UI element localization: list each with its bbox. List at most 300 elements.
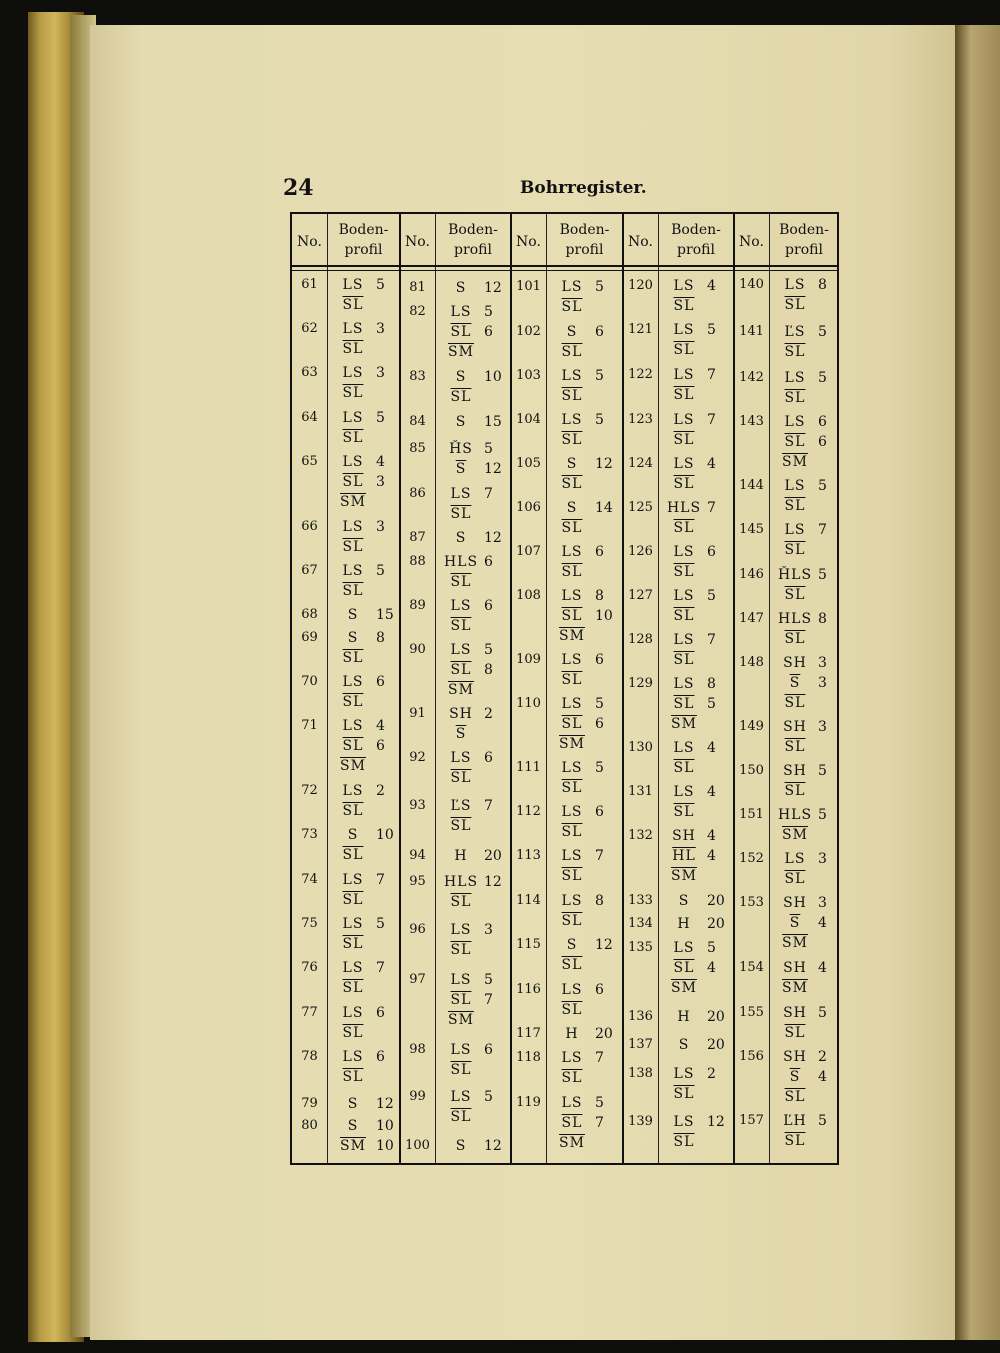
layer-depth: 7: [484, 992, 493, 1008]
profile-layer: [552, 498, 613, 518]
layer-depth: 3: [818, 655, 827, 671]
boring-number: 130: [628, 740, 653, 755]
layer-depth: 10: [484, 369, 502, 385]
layer-depth: 6: [484, 750, 493, 766]
soil-code: LS: [450, 1089, 472, 1105]
soil-code: $\overline{SM}$: [559, 628, 585, 644]
soil-code: LS: [561, 279, 583, 295]
layer-depth: 7: [595, 848, 604, 864]
profile-layer: [775, 1131, 827, 1151]
profile-layer: [552, 342, 604, 362]
boring-number: 86: [409, 486, 426, 501]
profile-layer: [441, 990, 493, 1010]
boring-number: 120: [628, 278, 653, 293]
layer-depth: 20: [707, 1037, 725, 1053]
profile-layer: [333, 363, 385, 383]
profile-layer: [775, 849, 827, 869]
layer-depth: 5: [818, 478, 827, 494]
header-bodenprofil: Boden- profil: [448, 222, 498, 258]
boring-number: 115: [516, 937, 541, 952]
header-no: No.: [628, 234, 653, 250]
layer-depth: 3: [376, 474, 385, 490]
layer-depth: 6: [484, 598, 493, 614]
soil-profile: [333, 716, 385, 776]
soil-code: $\overline{S}$: [455, 726, 467, 742]
soil-code: LS: [673, 367, 695, 383]
layer-depth: 7: [595, 1050, 604, 1066]
profile-layer: [441, 484, 493, 504]
profile-layer: [333, 452, 385, 472]
boring-number: 90: [409, 642, 426, 657]
boring-number: 146: [739, 567, 764, 582]
profile-layer: [333, 561, 385, 581]
layer-depth: 5: [818, 763, 827, 779]
profile-layer: [441, 616, 493, 636]
soil-code: LS: [784, 522, 806, 538]
profile-layer: [441, 278, 502, 298]
layer-depth: 5: [595, 696, 604, 712]
soil-code: S: [455, 280, 467, 296]
soil-profile: [333, 561, 385, 601]
soil-code: $\overline{SL}$: [561, 672, 583, 688]
soil-code: $\overline{SL}$: [342, 694, 364, 710]
layer-depth: 6: [818, 434, 827, 450]
profile-layer: [552, 606, 613, 626]
layer-depth: 4: [707, 278, 716, 294]
soil-code: $\overline{SL}$: [561, 1002, 583, 1018]
boring-number: 81: [409, 280, 426, 295]
soil-code: $\overline{SL}$: [561, 1115, 583, 1131]
profile-layer: [775, 1003, 827, 1023]
layer-depth: 6: [595, 544, 604, 560]
soil-code: LS: [673, 278, 695, 294]
soil-code: SH: [783, 895, 807, 911]
layer-depth: 12: [484, 1138, 502, 1154]
soil-code: $\overline{SL}$: [561, 1070, 583, 1086]
layer-depth: 4: [376, 454, 385, 470]
soil-profile: [333, 452, 385, 512]
layer-depth: 3: [818, 895, 827, 911]
soil-code: $\overline{S}$: [455, 461, 467, 477]
profile-layer: [775, 342, 827, 362]
layer-depth: 8: [484, 662, 493, 678]
running-title: Bohrregister.: [520, 178, 647, 198]
profile-layer: [775, 322, 827, 342]
soil-profile: [552, 277, 604, 317]
profile-layer: [333, 781, 385, 801]
soil-profile: [333, 825, 394, 865]
profile-layer: [775, 585, 827, 605]
boring-number: 151: [739, 807, 764, 822]
boring-number: 124: [628, 456, 653, 471]
no-column-divider: [658, 214, 659, 1163]
profile-layer: [664, 674, 716, 694]
soil-code: LS: [342, 960, 364, 976]
soil-profile: [441, 278, 502, 298]
profile-layer: [552, 891, 604, 911]
layer-depth: 5: [376, 916, 385, 932]
layer-depth: 12: [484, 530, 502, 546]
profile-layer: [775, 737, 827, 757]
layer-depth: 3: [818, 851, 827, 867]
soil-code: $\overline{SL}$: [342, 847, 364, 863]
profile-layer: [333, 319, 385, 339]
profile-layer: [333, 845, 394, 865]
profile-layer: [552, 454, 613, 474]
profile-layer: [441, 970, 493, 990]
soil-code: $\overline{SL}$: [342, 892, 364, 908]
boring-number: 128: [628, 632, 653, 647]
soil-code: LS: [673, 1066, 695, 1082]
profile-layer: [333, 408, 385, 428]
soil-code: LS: [673, 1114, 695, 1130]
soil-code: SH: [449, 706, 473, 722]
layer-depth: 7: [484, 798, 493, 814]
boring-number: 135: [628, 940, 653, 955]
boring-number: 102: [516, 324, 541, 339]
soil-code: $\overline{SL}$: [784, 871, 806, 887]
soil-code: LS: [450, 922, 472, 938]
profile-layer: [441, 1060, 493, 1080]
boring-number: 111: [516, 760, 541, 775]
layer-depth: 3: [484, 922, 493, 938]
page-number: 24: [283, 175, 314, 201]
profile-layer: [441, 1107, 493, 1127]
layer-depth: 5: [707, 696, 716, 712]
boring-number: 91: [409, 706, 426, 721]
soil-profile: [441, 796, 493, 836]
profile-layer: [441, 387, 502, 407]
soil-profile: [441, 1136, 502, 1156]
profile-layer: [441, 504, 493, 524]
soil-code: $\overline{SL}$: [342, 385, 364, 401]
soil-profile: [552, 758, 604, 798]
soil-code: $\overline{SL}$: [784, 1025, 806, 1041]
soil-code: $\overline{SL}$: [784, 739, 806, 755]
soil-code: LS: [561, 848, 583, 864]
soil-code: $\overline{SL}$: [673, 432, 695, 448]
soil-code: $\overline{SL}$: [342, 297, 364, 313]
soil-code: $\overline{SL}$: [784, 498, 806, 514]
soil-code: LS: [450, 486, 472, 502]
profile-layer: [775, 496, 827, 516]
boring-number: 138: [628, 1066, 653, 1081]
profile-layer: [552, 586, 613, 606]
profile-layer: [552, 1068, 604, 1088]
boring-number: 150: [739, 763, 764, 778]
header-rule-thin: [292, 270, 837, 271]
profile-layer: [775, 275, 827, 295]
soil-profile: [664, 826, 716, 886]
profile-layer: [775, 388, 827, 408]
soil-code: $\overline{S}$: [789, 915, 801, 931]
boring-number: 99: [409, 1089, 426, 1104]
soil-profile: [775, 520, 827, 560]
soil-code: LS: [450, 642, 472, 658]
profile-layer: [664, 498, 716, 518]
soil-code: $\overline{SM}$: [671, 716, 697, 732]
profile-layer: [775, 1087, 827, 1107]
soil-code: LS: [673, 940, 695, 956]
boring-number: 93: [409, 798, 426, 813]
profile-layer: [664, 276, 716, 296]
soil-code: HLS: [777, 611, 813, 627]
profile-layer: [441, 816, 493, 836]
soil-profile: [333, 870, 385, 910]
boring-number: 154: [739, 960, 764, 975]
layer-depth: 3: [818, 675, 827, 691]
soil-code: $\overline{SL}$: [673, 1086, 695, 1102]
boring-number: 100: [405, 1138, 430, 1153]
profile-layer: [333, 1023, 385, 1043]
soil-code: ĽS: [450, 798, 472, 814]
soil-profile: [552, 846, 604, 886]
soil-code: LS: [450, 750, 472, 766]
soil-code: $\overline{S}$: [789, 675, 801, 691]
soil-code: $\overline{SL}$: [342, 583, 364, 599]
boring-number: 95: [409, 874, 426, 889]
soil-code: LS: [784, 414, 806, 430]
soil-code: HLS: [666, 500, 702, 516]
profile-layer: [664, 846, 716, 866]
header-no: No.: [739, 234, 764, 250]
soil-code: $\overline{SL}$: [342, 474, 364, 490]
header-bodenprofil: Boden- profil: [338, 222, 389, 258]
profile-layer: [552, 955, 613, 975]
profile-layer: [775, 781, 827, 801]
soil-profile: [441, 1087, 493, 1127]
boring-number: 87: [409, 530, 426, 545]
layer-depth: 10: [376, 1138, 394, 1154]
soil-code: $\overline{SL}$: [342, 650, 364, 666]
profile-layer: [333, 1094, 394, 1114]
soil-code: $\overline{SM}$: [340, 758, 366, 774]
boring-number: 132: [628, 828, 653, 843]
boring-number: 129: [628, 676, 653, 691]
profile-layer: [552, 778, 604, 798]
profile-layer: [552, 1024, 613, 1044]
boring-number: 141: [739, 324, 764, 339]
header-no: No.: [405, 234, 430, 250]
profile-layer: [664, 891, 725, 911]
profile-layer: [441, 302, 493, 322]
soil-profile: [552, 1024, 613, 1044]
soil-code: $\overline{SM}$: [448, 682, 474, 698]
boring-number: 152: [739, 851, 764, 866]
soil-code: $\overline{SM}$: [448, 344, 474, 360]
soil-profile: [333, 672, 385, 712]
profile-layer: [552, 802, 604, 822]
layer-depth: 5: [595, 1095, 604, 1111]
soil-code: $\overline{SL}$: [561, 432, 583, 448]
soil-code: $\overline{SL}$: [450, 894, 472, 910]
layer-depth: 12: [376, 1096, 394, 1112]
soil-code: $\overline{SL}$: [673, 696, 695, 712]
profile-layer: [664, 958, 716, 978]
soil-code: LS: [342, 454, 364, 470]
layer-depth: 20: [707, 1009, 725, 1025]
soil-code: SH: [783, 719, 807, 735]
soil-profile: [333, 1116, 394, 1156]
no-column-divider: [327, 214, 328, 1163]
profile-layer: [664, 714, 716, 734]
soil-code: $\overline{SL}$: [673, 387, 695, 403]
layer-depth: 20: [484, 848, 502, 864]
soil-code: LS: [342, 321, 364, 337]
soil-profile: [664, 914, 725, 934]
boring-number: 157: [739, 1113, 764, 1128]
profile-layer: [552, 1093, 604, 1113]
layer-depth: 7: [484, 486, 493, 502]
soil-code: LS: [673, 412, 695, 428]
profile-layer: [775, 368, 827, 388]
layer-depth: 7: [707, 500, 716, 516]
profile-layer: [664, 606, 716, 626]
profile-layer: [333, 1047, 385, 1067]
profile-layer: [664, 650, 716, 670]
profile-layer: [333, 1067, 385, 1087]
layer-depth: 4: [818, 1069, 827, 1085]
profile-layer: [664, 866, 716, 886]
soil-code: $\overline{SM}$: [340, 1138, 366, 1154]
soil-profile: [552, 586, 613, 646]
soil-code: HLS: [443, 874, 479, 890]
boring-number: 118: [516, 1050, 541, 1065]
soil-code: SH: [783, 1049, 807, 1065]
boring-number: 149: [739, 719, 764, 734]
soil-code: $\overline{SM}$: [782, 935, 808, 951]
boring-number: 145: [739, 522, 764, 537]
profile-layer: [775, 693, 827, 713]
soil-code: $\overline{SL}$: [784, 390, 806, 406]
boring-number: 119: [516, 1095, 541, 1110]
soil-code: $\overline{SL}$: [561, 824, 583, 840]
profile-layer: [333, 428, 385, 448]
soil-profile: [775, 1003, 827, 1043]
boring-number: 67: [301, 563, 318, 578]
profile-layer: [552, 846, 604, 866]
soil-code: LS: [561, 588, 583, 604]
boring-number: 85: [409, 441, 426, 456]
layer-depth: 6: [595, 716, 604, 732]
layer-depth: 5: [707, 588, 716, 604]
profile-layer: [552, 322, 604, 342]
soil-profile: [441, 970, 493, 1030]
soil-profile: [333, 319, 385, 359]
profile-layer: [441, 459, 502, 479]
soil-code: $\overline{SL}$: [450, 770, 472, 786]
profile-layer: [441, 872, 502, 892]
header-bodenprofil: Boden- profil: [559, 222, 610, 258]
layer-depth: 4: [707, 740, 716, 756]
soil-code: SH: [783, 763, 807, 779]
layer-depth: 6: [376, 738, 385, 754]
layer-depth: 12: [484, 874, 502, 890]
soil-code: $\overline{SL}$: [673, 520, 695, 536]
soil-profile: [441, 748, 493, 788]
soil-code: $\overline{SM}$: [340, 494, 366, 510]
soil-profile: [775, 368, 827, 408]
boring-number: 106: [516, 500, 541, 515]
layer-depth: 5: [484, 304, 493, 320]
soil-profile: [664, 1007, 725, 1027]
profile-layer: [664, 410, 716, 430]
soil-code: LS: [673, 784, 695, 800]
soil-profile: [775, 1111, 827, 1151]
soil-profile: [552, 802, 604, 842]
layer-depth: 5: [818, 807, 827, 823]
soil-profile: [664, 1035, 725, 1055]
soil-code: LS: [342, 563, 364, 579]
profile-layer: [664, 586, 716, 606]
soil-code: ȞS: [449, 441, 473, 457]
layer-depth: 5: [376, 563, 385, 579]
profile-layer: [775, 540, 827, 560]
layer-depth: 7: [376, 872, 385, 888]
layer-depth: 2: [376, 783, 385, 799]
layer-depth: 4: [707, 848, 716, 864]
boring-number: 70: [301, 674, 318, 689]
boring-number: 94: [409, 848, 426, 863]
profile-layer: [333, 295, 385, 315]
soil-code: $\overline{SL}$: [561, 476, 583, 492]
soil-profile: [664, 1064, 716, 1104]
column-group-divider: [510, 214, 512, 1163]
profile-layer: [441, 892, 502, 912]
soil-code: LS: [342, 277, 364, 293]
profile-layer: [775, 476, 827, 496]
soil-code: SH: [783, 655, 807, 671]
layer-depth: 5: [818, 1005, 827, 1021]
profile-layer: [333, 472, 385, 492]
soil-profile: [333, 1003, 385, 1043]
profile-layer: [552, 386, 604, 406]
layer-depth: 6: [818, 414, 827, 430]
layer-depth: 12: [484, 280, 502, 296]
soil-profile: [441, 846, 502, 866]
profile-layer: [664, 474, 716, 494]
layer-depth: 5: [595, 760, 604, 776]
soil-profile: [333, 517, 385, 557]
boring-number: 96: [409, 922, 426, 937]
profile-layer: [441, 342, 493, 362]
layer-depth: 4: [707, 960, 716, 976]
soil-code: S: [455, 1138, 467, 1154]
boring-number: 62: [301, 321, 318, 336]
boring-number: 84: [409, 414, 426, 429]
soil-profile: [552, 1093, 604, 1153]
soil-code: S: [566, 500, 578, 516]
profile-layer: [664, 296, 716, 316]
soil-code: $\overline{SL}$: [673, 760, 695, 776]
soil-code: ĽS: [784, 324, 806, 340]
boring-number: 126: [628, 544, 653, 559]
layer-depth: 3: [376, 365, 385, 381]
profile-layer: [664, 1084, 716, 1104]
soil-code: LS: [450, 598, 472, 614]
soil-code: S: [347, 630, 359, 646]
soil-profile: [664, 674, 716, 734]
layer-depth: 14: [595, 500, 613, 516]
soil-profile: [664, 454, 716, 494]
bohrregister-table: [290, 212, 839, 1165]
soil-profile: [664, 276, 716, 316]
soil-code: LS: [342, 410, 364, 426]
soil-profile: [552, 1048, 604, 1088]
soil-profile: [775, 609, 827, 649]
soil-code: $\overline{SL}$: [784, 695, 806, 711]
profile-layer: [664, 1112, 725, 1132]
